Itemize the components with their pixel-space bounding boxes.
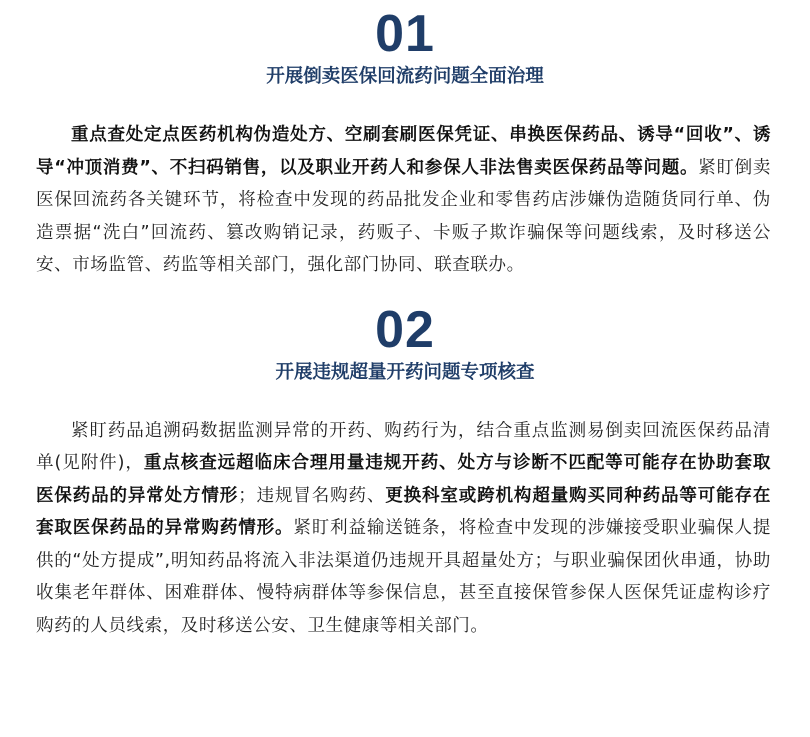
section-paragraph (36, 119, 771, 282)
bold-text: 更换科室或跨机构超量购买同种药品等可能存在套取医保药品的异常购药情形。 (36, 485, 771, 538)
body-text: ；违规冒名购药、 (238, 485, 386, 506)
section-number: 01 (375, 5, 435, 63)
bold-text: 重点查处定点医药机构伪造处方、空刷套刷医保凭证、串换医保药品、诱导“回收”、诱导“冲顶消费”、不扫码销售，以及职业开药人和参保人非法售卖医保药品等问题。 (36, 125, 771, 178)
body-text: 紧盯利益输送链条，将检查中发现的涉嫌接受职业骗保人提供的“处方提成”,明知药品将流入非法渠道仍违规开具超量处方；与职业骗保团伙串通，协助收集老年群体、困难群体、慢特病群体等参保信息，甚至直接保管参保人医保凭证虚构诊疗购药的人员线索，及时移送公安、卫生健康等相关部门。 (36, 518, 771, 636)
body-text: 紧盯药品追溯码数据监测异常的开药、购药行为，结合重点监测易倒卖回流医保药品清单(见附件)， (36, 420, 771, 473)
bold-text: 重点核查远超临床合理用量违规开药、处方与诊断不匹配等可能存在协助套取医保药品的异常处方情形 (36, 453, 771, 506)
section-title: 开展违规超量开药问题专项核查 (275, 361, 535, 383)
body-text: 紧盯倒卖医保回流药各关键环节，将检查中发现的药品批发企业和零售药店涉嫌伪造随货同行单、伪造票据“洗白”回流药、篡改购销记录，药贩子、卡贩子欺诈骗保等问题线索，及时移送公安、市场监管、药监等相关部门，强化部门协同、联查联办。 (36, 157, 772, 275)
section-01 (0, 0, 810, 282)
section-number: 02 (375, 300, 435, 359)
section-paragraph (36, 415, 771, 643)
section-02 (0, 282, 810, 643)
section-title: 开展倒卖医保回流药问题全面治理 (266, 66, 544, 87)
